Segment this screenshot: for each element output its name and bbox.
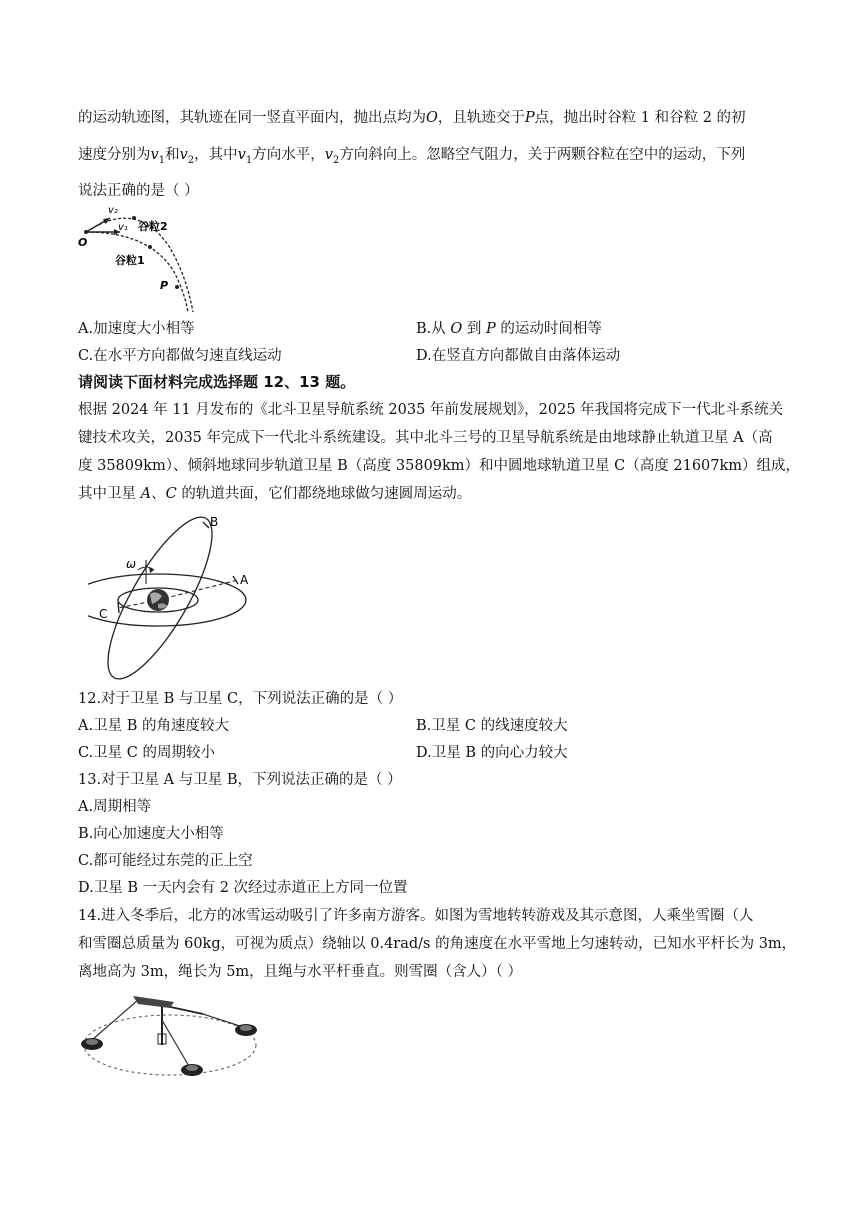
q11-option-c[interactable]: C.在水平方向都做匀速直线运动 xyxy=(78,348,282,364)
q14-stem-line1: 14.进入冬季后，北方的冰雪运动吸引了许多南方游客。如图为雪地转转游戏及其示意图，人乘坐雪圈（人 xyxy=(78,908,754,924)
v2-label: v₂ xyxy=(108,205,118,216)
grain-trajectory-figure xyxy=(78,200,198,315)
satellite-b-label: B xyxy=(210,515,219,529)
satellite-orbits-figure xyxy=(88,512,268,680)
q13-option-b[interactable]: B.向心加速度大小相等 xyxy=(78,826,224,842)
material-line1: 根据 2024 年 11 月发布的《北斗卫星导航系统 2035 年前发展规划》，2025 年我国将完成下一代北斗系统关 xyxy=(78,402,784,418)
grain2-label: 谷粒2 xyxy=(138,220,168,233)
q13-stem: 13.对于卫星 A 与卫星 B，下列说法正确的是（ ） xyxy=(78,772,402,788)
q14-stem-line2: 和雪圈总质量为 60kg，可视为质点）绕轴以 0.4rad/s 的角速度在水平雪地上匀速转动，已知水平杆长为 3m， xyxy=(78,936,797,952)
q11-stem-line1: 的运动轨迹图，其轨迹在同一竖直平面内，抛出点均为O，且轨迹交于P点，抛出时谷粒 1 和谷粒 2 的初 xyxy=(78,110,746,126)
q12-option-d[interactable]: D.卫星 B 的向心力较大 xyxy=(416,745,568,761)
v1-label: v₁ xyxy=(118,222,128,233)
origin-o-label: O xyxy=(78,236,88,249)
q12-option-c[interactable]: C.卫星 C 的周期较小 xyxy=(78,745,215,761)
section-heading: 请阅读下面材料完成选择题 12、13 题。 xyxy=(78,373,356,391)
q11-stem-line2: 速度分别为$v_1$和$v_2$，其中$v_1$方向水平，$v_2$方向斜向上。忽略空气阻力，关于两颗谷粒在空中的运动，下列 xyxy=(78,147,746,166)
material-line3: 度 35809km）、倾斜地球同步轨道卫星 B（高度 35809km）和中圆地球轨道卫星 C（高度 21607km）组成， xyxy=(78,458,801,474)
grain1-label: 谷粒1 xyxy=(115,254,145,267)
snow-carousel-figure xyxy=(78,990,263,1085)
q12-option-a[interactable]: A.卫星 B 的角速度较大 xyxy=(78,718,229,734)
point-p-label: P xyxy=(160,279,169,292)
q12-stem: 12.对于卫星 B 与卫星 C，下列说法正确的是（ ） xyxy=(78,691,403,707)
q11-option-a[interactable]: A.加速度大小相等 xyxy=(78,321,195,337)
material-line4: 其中卫星 A、C 的轨道共面，它们都绕地球做匀速圆周运动。 xyxy=(78,486,472,502)
material-line2: 键技术攻关，2035 年完成下一代北斗系统建设。其中北斗三号的卫星导航系统是由地球静止轨道卫星 A（高 xyxy=(78,430,773,446)
q12-option-b[interactable]: B.卫星 C 的线速度较大 xyxy=(416,718,568,734)
q13-option-c[interactable]: C.都可能经过东莞的正上空 xyxy=(78,853,253,869)
q11-option-d[interactable]: D.在竖直方向都做自由落体运动 xyxy=(416,348,621,364)
q11-option-b[interactable]: B.从 O 到 P 的运动时间相等 xyxy=(416,321,602,337)
satellite-a-label: A xyxy=(240,573,249,587)
omega-label: ω xyxy=(126,557,137,571)
satellite-c-label: C xyxy=(99,607,108,621)
q13-option-a[interactable]: A.周期相等 xyxy=(78,799,152,815)
q13-option-d[interactable]: D.卫星 B 一天内会有 2 次经过赤道正上方同一位置 xyxy=(78,880,408,896)
q11-stem-line3: 说法正确的是（ ） xyxy=(78,183,199,199)
q14-stem-line3: 离地高为 3m，绳长为 5m，且绳与水平杆垂直。则雪圈（含人）（ ） xyxy=(78,964,523,980)
